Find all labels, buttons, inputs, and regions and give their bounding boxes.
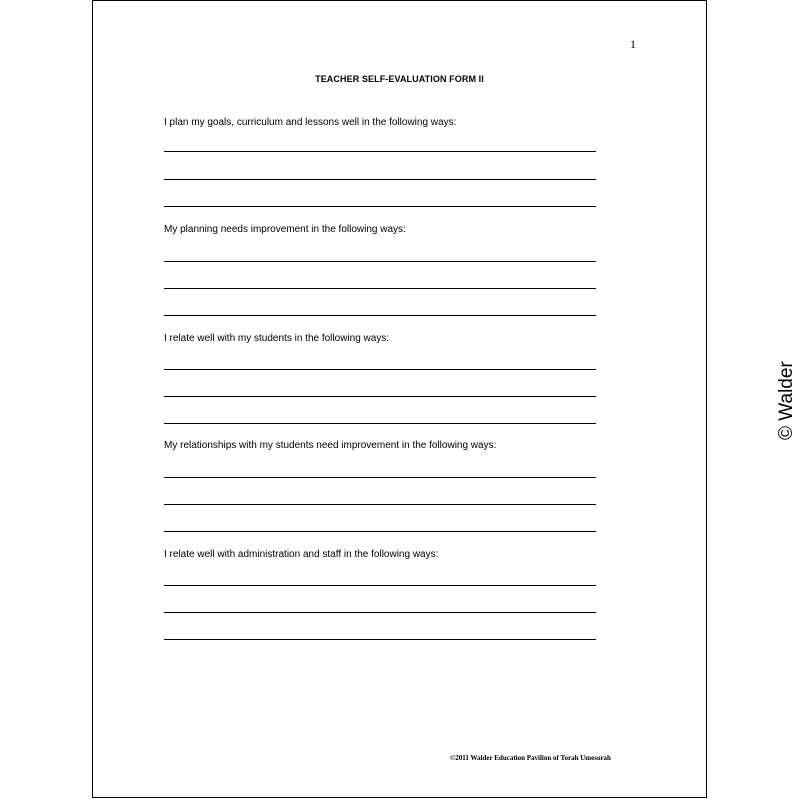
form-title: TEACHER SELF-EVALUATION FORM II	[315, 74, 484, 84]
answer-line[interactable]	[164, 585, 596, 586]
answer-line[interactable]	[164, 261, 596, 262]
answer-line[interactable]	[164, 151, 596, 152]
form-section-student-relations-improvement	[164, 440, 596, 452]
copyright-footer: ©2011 Walder Education Pavilion of Torah Umesorah	[450, 754, 611, 762]
answer-line[interactable]	[164, 315, 596, 316]
answer-line[interactable]	[164, 504, 596, 505]
form-section-planning-strengths	[164, 117, 596, 129]
section-prompt: I relate well with administration and staff in the following ways:	[164, 549, 439, 560]
answer-line[interactable]	[164, 396, 596, 397]
form-section-planning-improvement	[164, 224, 596, 236]
answer-line[interactable]	[164, 179, 596, 180]
answer-line[interactable]	[164, 423, 596, 424]
page-number: 1	[630, 37, 636, 51]
form-section-student-relations-strengths	[164, 333, 596, 345]
answer-line[interactable]	[164, 288, 596, 289]
watermark-text: © Walder	[776, 361, 797, 440]
answer-line[interactable]	[164, 369, 596, 370]
section-prompt: My planning needs improvement in the following ways:	[164, 224, 406, 235]
answer-line[interactable]	[164, 639, 596, 640]
section-prompt: I relate well with my students in the following ways:	[164, 333, 390, 344]
section-prompt: I plan my goals, curriculum and lessons well in the following ways:	[164, 117, 457, 128]
answer-line[interactable]	[164, 612, 596, 613]
form-section-admin-staff-relations	[164, 549, 596, 561]
document-page	[92, 0, 707, 798]
section-prompt: My relationships with my students need improvement in the following ways:	[164, 440, 497, 451]
answer-line[interactable]	[164, 531, 596, 532]
answer-line[interactable]	[164, 477, 596, 478]
answer-line[interactable]	[164, 206, 596, 207]
